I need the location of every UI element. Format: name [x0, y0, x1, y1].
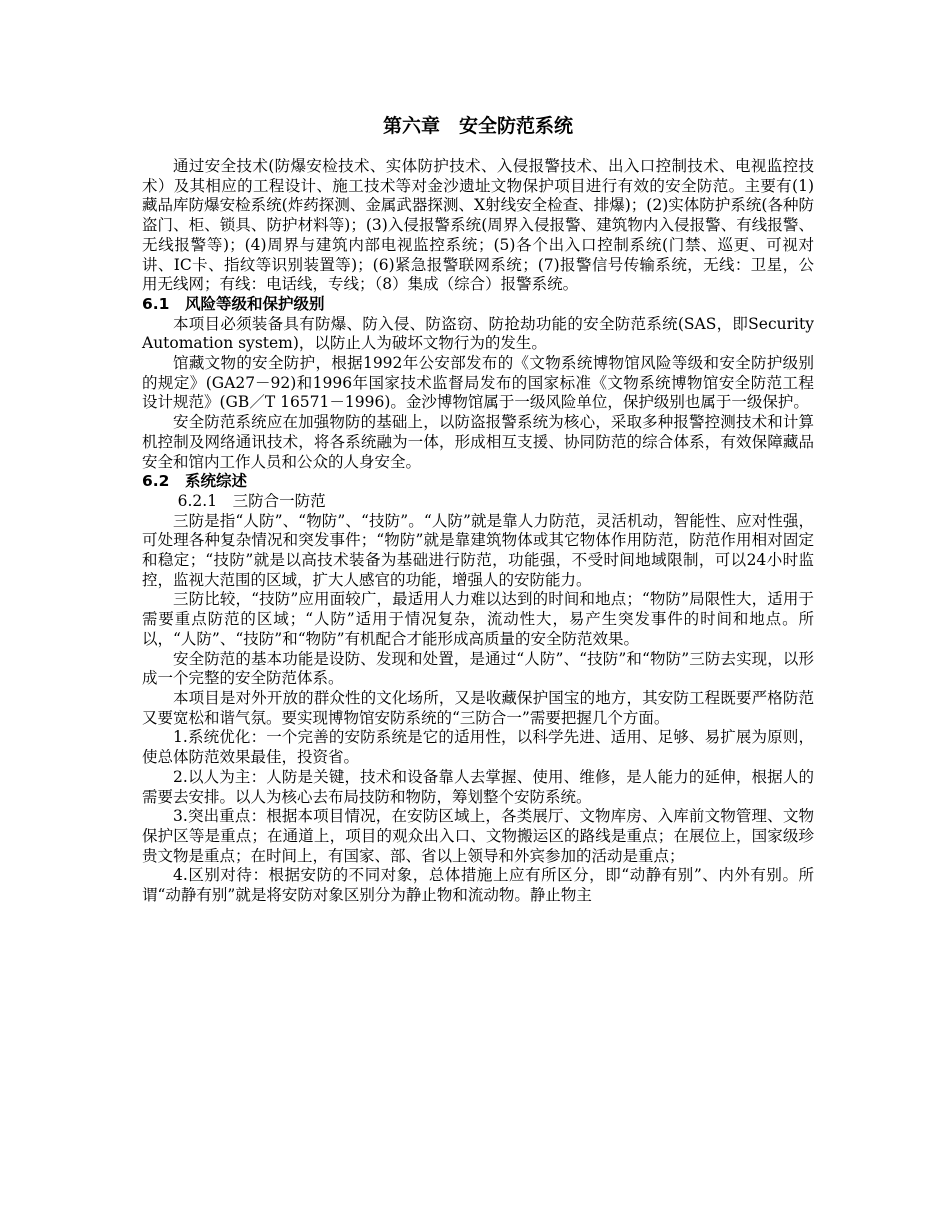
list-item: 2.以人为主：人防是关键，技术和设备靠人去掌握、使用、维修，是人能力的延伸，根据人的需要去安排。以人为核心去布局技防和物防，筹划整个安防系统。 [142, 767, 814, 806]
intro-paragraph: 通过安全技术(防爆安检技术、实体防护技术、入侵报警技术、出入口控制技术、电视监控技术）及其相应的工程设计、施工技术等对金沙遗址文物保护项目进行有效的安全防范。主要有(1)藏品库防爆安检系统(炸药探测、金属武器探测、X射线安全检查、排爆)；(2)实体防护系统(各种防盗门、柜、锁具、防护材料等)；(3)入侵报警系统(周界入侵报警、建筑物内入侵报警、有线报警、无线报警等)；(4)周界与建筑内部电视监控系统；(5)各个出入口控制系统(门禁、巡更、可视对讲、IC卡、指纹等识别装置等)；(6)紧急报警联网系统；(7)报警信号传输系统，无线：卫星，公用无线网；有线：电话线，专线；（8）集成（综合）报警系统。 [142, 157, 814, 294]
paragraph: 安全防范的基本功能是设防、发现和处置，是通过“人防”、“技防”和“物防”三防去实现，以形成一个完整的安全防范体系。 [142, 649, 814, 688]
paragraph: 本项目必须装备具有防爆、防入侵、防盗窃、防抢劫功能的安全防范系统(SAS，即Security Automation system)，以防止人为破坏文物行为的发生。 [142, 314, 830, 353]
chapter-title: 第六章 安全防范系统 [382, 115, 573, 137]
section-heading-6-1: 6.1 风险等级和保护级别 [142, 294, 325, 313]
list-item: 3.突出重点：根据本项目情况，在安防区域上，各类展厅、文物库房、入库前文物管理、文物保护区等是重点；在通道上，项目的观众出入口、文物搬运区的路线是重点；在展位上，国家级珍贵文物是重点；在时间上，有国家、部、省以上领导和外宾参加的活动是重点； [142, 807, 814, 865]
paragraph: 三防比较，“技防”应用面较广，最适用人力难以达到的时间和地点；“物防”局限性大，适用于需要重点防范的区域；“人防”适用于情况复杂，流动性大，易产生突发事件的时间和地点。所以，“人防”、“技防”和“物防”有机配合才能形成高质量的安全防范效果。 [142, 590, 814, 648]
list-item: 1.系统优化：一个完善的安防系统是它的适用性，以科学先进、适用、足够、易扩展为原则，使总体防范效果最佳，投资省。 [142, 728, 814, 767]
paragraph: 三防是指“人防”、“物防”、“技防”。“人防”就是靠人力防范，灵活机动，智能性、应对性强，可处理各种复杂情况和突发事件；“物防”就是靠建筑物体或其它物体作用防范，防范作用相对固定和稳定；“技防”就是以高技术装备为基础进行防范，功能强，不受时间地域限制，可以24小时监控，监视大范围的区域，扩大人感官的功能，增强人的安防能力。 [142, 511, 814, 589]
subsection-heading-6-2-1: 6.2.1 三防合一防范 [177, 491, 326, 510]
section-heading-6-2: 6.2 系统综述 [142, 472, 247, 491]
document-page [142, 112, 830, 906]
list-item: 4.区别对待：根据安防的不同对象，总体措施上应有所区分，即“动静有别”、内外有别。所谓“动静有别”就是将安防对象区别分为静止物和流动物。静止物主 [142, 866, 814, 905]
paragraph: 馆藏文物的安全防护，根据1992年公安部发布的《文物系统博物馆风险等级和安全防护级别的规定》(GA27－92)和1996年国家技术监督局发布的国家标准《文物系统博物馆安全防范工程设计规范》(GB／T 16571－1996)。金沙博物馆属于一级风险单位，保护级别也属于一级保护。 [142, 354, 814, 412]
paragraph: 安全防范系统应在加强物防的基础上，以防盗报警系统为核心，采取多种报警控测技术和计算机控制及网络通讯技术，将各系统融为一体，形成相互支援、协同防范的综合体系，有效保障藏品安全和馆内工作人员和公众的人身安全。 [142, 413, 814, 471]
paragraph: 本项目是对外开放的群众性的文化场所，又是收藏保护国宝的地方，其安防工程既要严格防范又要宽松和谐气氛。要实现博物馆安防系统的“三防合一”需要把握几个方面。 [142, 688, 814, 727]
